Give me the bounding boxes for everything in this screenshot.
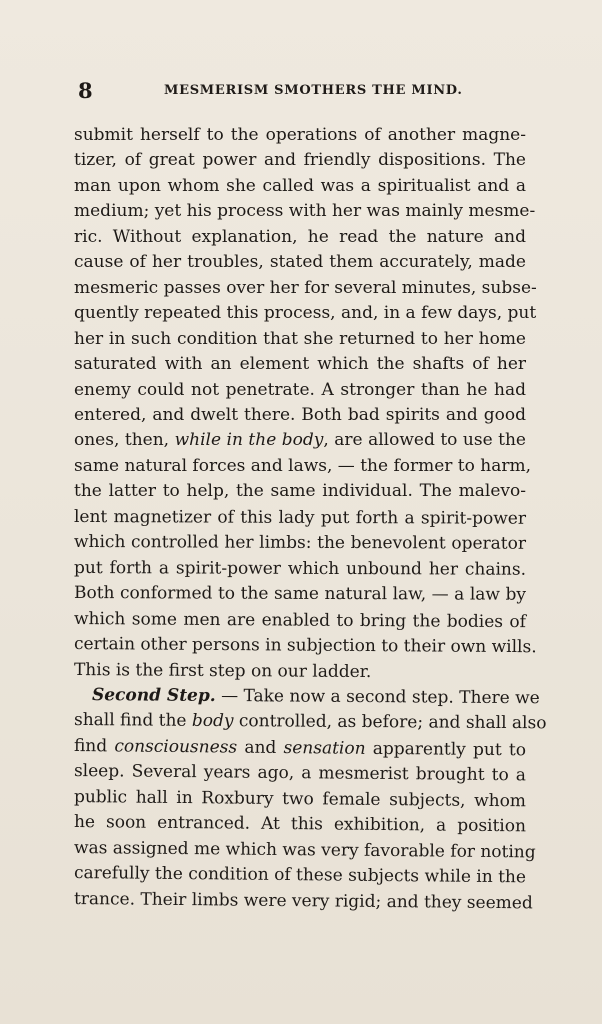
text-line: enemy could not penetrate. A stronger than he had xyxy=(74,379,526,400)
text-line: public hall in Roxbury two female subjects, whom xyxy=(73,786,527,812)
page-number: 8 xyxy=(78,78,93,103)
text-line: entered, and dwelt there. Both bad spirits and good xyxy=(74,404,526,425)
section-heading: Second Step. xyxy=(91,685,216,706)
page-header xyxy=(78,78,530,104)
section-heading-line xyxy=(74,683,540,712)
text-run: apparently put to xyxy=(365,738,527,761)
text-line: quently repeated this process, and, in a few days, put xyxy=(74,303,537,324)
text-run: — Take now a second step. There we xyxy=(215,685,540,709)
text-line: mesmeric passes over her for several minutes, subse- xyxy=(74,277,537,298)
text-line: tizer, of great power and friendly dispositions. The xyxy=(74,150,526,171)
text-line: Both conformed to the same natural law, — a law by xyxy=(73,583,527,605)
text-line: cause of her troubles, stated them accurately, made xyxy=(74,252,526,273)
italic-phrase: sensation xyxy=(283,737,366,759)
text-line: certain other persons in subjection to their own wills. xyxy=(73,634,537,658)
text-line xyxy=(74,428,526,453)
text-line: which controlled her limbs: the benevolent operator xyxy=(73,532,527,554)
text-line: saturated with an element which the shafts of her xyxy=(74,354,526,375)
running-head: MESMERISM SMOTHERS THE MIND. xyxy=(164,83,463,98)
text-line: man upon whom she called was a spiritualist and a xyxy=(74,175,526,196)
text-run: controlled, as before; and shall also xyxy=(233,711,547,734)
text-line: lent magnetizer of this lady put forth a spirit-power xyxy=(73,506,527,529)
italic-phrase: consciousness xyxy=(114,736,238,758)
text-line: submit herself to the operations of another magne- xyxy=(74,125,526,145)
text-line: the latter to help, the same individual. The malevo- xyxy=(74,481,526,502)
text-line xyxy=(73,708,547,737)
text-run: and xyxy=(237,737,284,758)
text-run: shall find the xyxy=(73,710,192,732)
text-run: , are allowed to use the xyxy=(323,430,526,451)
text-line: trance. Their limbs were very rigid; and they seemed xyxy=(73,888,533,913)
text-run: find xyxy=(73,735,115,757)
text-line: he soon entranced. At this exhibition, a position xyxy=(73,812,527,837)
text-line: was assigned me which was very favorable for noting xyxy=(73,837,536,863)
text-line: her in such condition that she returned to her home xyxy=(74,328,526,349)
italic-phrase: body xyxy=(191,711,234,732)
text-line: ric. Without explanation, he read the nature and xyxy=(74,226,526,247)
text-line: carefully the condition of these subjects while in the xyxy=(73,863,527,888)
text-line: This is the first step on our ladder. xyxy=(73,659,372,682)
italic-phrase: while in the body xyxy=(174,430,324,451)
text-line: medium; yet his process with her was mainly mesme- xyxy=(74,201,536,222)
text-line: put forth a spirit-power which unbound her chains. xyxy=(73,557,527,580)
text-run: ones, then, xyxy=(74,430,175,451)
body-text xyxy=(73,123,547,913)
text-line: which some men are enabled to bring the bodies of xyxy=(73,608,527,632)
text-line: same natural forces and laws, — the former to harm, xyxy=(74,455,532,476)
text-line: sleep. Several years ago, a mesmerist brought to a xyxy=(73,761,527,786)
